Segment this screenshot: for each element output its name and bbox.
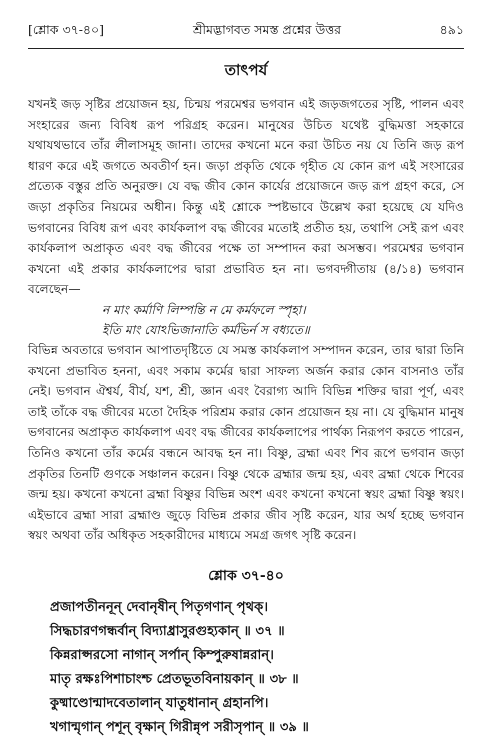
verse-title: শ্লোক ৩৭-৪০ xyxy=(208,567,284,584)
gita-quote-line: ইতি মাং যোঽভিজানাতি কর্মভির্ন স বধ্যতে॥ xyxy=(102,322,310,337)
page-number: ৪৯১ xyxy=(439,22,464,37)
section-title-purport: তাৎপর্য xyxy=(224,61,268,79)
verse-line: প্রজাপতীননূন্ দেবানৃষীন্ পিতৃগণান্ পৃথক্। xyxy=(50,599,269,615)
header-title: শ্রীমদ্ভাগবত সমস্ত প্রশ্নের উত্তর xyxy=(192,22,342,37)
gita-quote xyxy=(28,300,464,340)
verse-line: সিদ্ধচারণগন্ধর্বান্ বিদ্যাধ্রাসুরগুহ্যকান্ ॥ ৩৭ ॥ xyxy=(50,623,285,639)
purport-paragraph-2: বিভিন্ন অবতারে ভগবান আপাতদৃষ্টিতে যে সমস্ত কার্যকলাপ সম্পাদন করেন, তার দ্বারা তিনি কখনো প্রভাবিত হননা, এবং সকাম কর্মের দ্বারা সাফল্য অর্জন করার কোন বাসনাও তাঁর নেই। ভগবান ঐশ্বর্য, বীর্য, যশ, শ্রী, জ্ঞান এবং বৈরাগ্য আদি বিভিন্ন শক্তির দ্বারা পূর্ণ, এবং তাই তাঁকে বদ্ধ জীবের মতো দৈহিক পরিশ্রম করার কোন প্রয়োজন হয় না। যে বুদ্ধিমান মানুষ ভগবানের অপ্রাকৃত কার্যকলাপ এবং বদ্ধ জীবের কার্যকলাপের পার্থক্য নিরূপণ করতে পারেন, তিনিও কখনো তাঁর কর্মের বন্ধনে আবদ্ধ হন না। বিষ্ণু, ব্রহ্মা এবং শিব রূপে ভগবান জড়া প্রকৃতির তিনটি গুণকে সঞ্চালন করেন। বিষ্ণু থেকে ব্রহ্মার জন্ম হয়, এবং ব্রহ্মা থেকে শিবের জন্ম হয়। কখনো কখনো ব্রহ্মা বিষ্ণুর বিভিন্ন অংশ এবং কখনো কখনো স্বয়ং ব্রহ্মা বিষ্ণু স্বয়ং। এইভাবে ব্রহ্মা সারা ব্রহ্মাণ্ড জুড়ে বিভিন্ন প্রকার জীব সৃষ্টি করেন, যার অর্থ হচ্ছে ভগবান স্বয়ং অথবা তাঁর অধিকৃত সহকারীদের মাধ্যমে সমগ্র জগৎ সৃষ্টি করেন। xyxy=(28,342,464,543)
verse-line: কিন্নরাপ্সরসো নাগান্ সর্পান্ কিম্পুরুষান্নরান্। xyxy=(50,647,274,663)
purport-paragraph-1: যখনই জড় সৃষ্টির প্রয়োজন হয়, চিন্ময় পরমেশ্বর ভগবান এই জড়জগতের সৃষ্টি, পালন এবং সংহারের জন্য বিবিধ রূপ পরিগ্রহ করেন। মানুষের উচিত যথেষ্ট বুদ্ধিমত্তা সহকারে যথাযথভাবে তাঁর লীলাসমূহ জানা। তাদের কখনো মনে করা উচিত নয় যে তিনি জড় রূপ ধারণ করে এই জগতে অবতীর্ণ হন। জড়া প্রকৃতি থেকে গৃহীত যে কোন রূপ এই সংসারের প্রত্যেক বস্তুর প্রতি অনুরক্ত। যে বদ্ধ জীব কোন কার্যের প্রয়োজনে জড় রূপ গ্রহণ করে, সে জড়া প্রকৃতির নিয়মের অধীন। কিন্তু এই শ্লোকে স্পষ্টভাবে উল্লেখ করা হয়েছে যে যদিও ভগবানের বিবিধ রূপ এবং কার্যকলাপ বদ্ধ জীবের মতোই প্রতীত হয়, তথাপি সেই রূপ এবং কার্যকলাপ অপ্রাকৃত এবং বদ্ধ জীবের পক্ষে তা সম্পাদন করা অসম্ভব। পরমেশ্বর ভগবান কখনো এই প্রকার কার্যকলাপের দ্বারা প্রভাবিত হন না। ভগবদ্গীতায় (৪/১৪) ভগবান বলেছেন— xyxy=(28,97,464,297)
header-verse-range: [শ্লোক ৩৭-৪০] xyxy=(28,22,105,37)
gita-quote-line: ন মাং কর্মাণি লিম্পন্তি ন মে কর্মফলে স্পৃহা। xyxy=(102,302,306,317)
sanskrit-verse xyxy=(28,596,464,740)
verse-line: মাতৃ রক্ষঃপিশাচাংশ্চ প্রেতভূতবিনায়কান্ ॥ ৩৮ ॥ xyxy=(50,671,299,687)
verse-line: খগান্মৃগান্ পশূন্ বৃক্ষান্ গিরীন্নৃপ সরীসৃপান্ ॥ ৩৯ ॥ xyxy=(50,719,310,735)
page xyxy=(28,22,464,740)
running-header xyxy=(28,22,464,48)
verse-line: কুষ্মাণ্ডোন্মাদবেতালান্ যাতুধানান্ গ্রহানপি। xyxy=(50,695,269,711)
header-rule xyxy=(28,48,464,49)
